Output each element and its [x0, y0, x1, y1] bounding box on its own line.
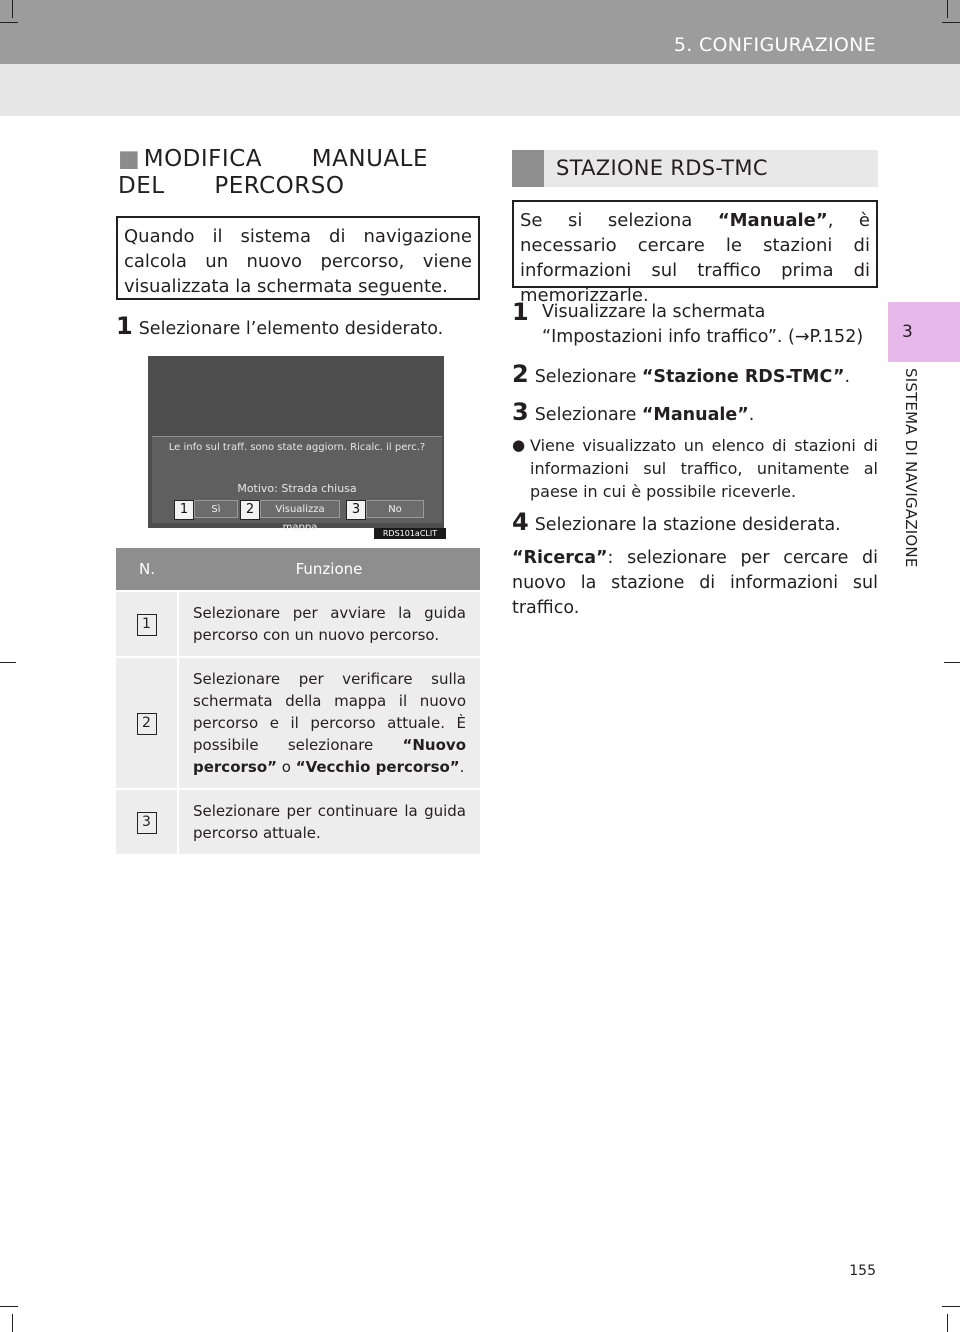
- crop-mark: [944, 662, 960, 663]
- step-number: 1: [512, 298, 529, 326]
- row-number-cell: [116, 789, 178, 854]
- section-heading-bar: [512, 150, 878, 187]
- intro-option: “Manuale”: [717, 210, 828, 231]
- chapter-number: 3: [902, 322, 913, 342]
- row-callout: 2: [137, 713, 157, 735]
- chapter-label-text: SISTEMA DI NAVIGAZIONE: [902, 368, 920, 568]
- step-text: Selezionare l’elemento desiderato.: [138, 319, 444, 339]
- step-number: 4: [512, 508, 529, 536]
- page-number: 155: [849, 1263, 876, 1279]
- intro-box: [512, 200, 878, 306]
- callout-1: 1: [174, 500, 194, 520]
- row-number-cell: [116, 657, 178, 789]
- crop-mark: [0, 1306, 18, 1307]
- step-3: [512, 400, 878, 428]
- step-text: Selezionare: [534, 405, 642, 425]
- col-header-number: N.: [116, 548, 178, 591]
- search-note: [512, 546, 878, 621]
- yes-button[interactable]: Sì: [194, 500, 238, 518]
- table-row: [116, 789, 480, 854]
- callout-3: 3: [346, 500, 366, 520]
- step-number: 1: [116, 312, 133, 340]
- crop-mark: [942, 1306, 960, 1307]
- intro-text: Se si seleziona: [520, 210, 718, 231]
- step-text: Selezionare: [534, 367, 642, 387]
- col-header-function: Funzione: [178, 548, 480, 591]
- step-number: 3: [512, 398, 529, 426]
- row-text: Selezionare per avviare la guida percorso con un nuovo percorso.: [193, 604, 466, 644]
- heading-text: MODIFICA MANUALE DEL PERCORSO: [118, 146, 428, 199]
- option-new-route: “Nuovo percorso”: [193, 736, 466, 776]
- row-number-cell: [116, 591, 178, 657]
- step-number: 2: [512, 360, 529, 388]
- row-text-connector: o: [277, 758, 296, 776]
- row-callout: 1: [137, 614, 157, 636]
- crop-mark: [942, 22, 960, 23]
- row-text: Selezionare per continuare la guida percorso attuale.: [193, 802, 466, 842]
- step-text-end: .: [748, 405, 755, 425]
- step-option: “Stazione RDS-TMC”: [641, 367, 845, 387]
- heading-block: [512, 150, 544, 187]
- step-1: [116, 314, 480, 342]
- screen-reason: Motivo: Strada chiusa: [237, 482, 357, 495]
- image-code: RDS101aCLIT: [374, 528, 446, 539]
- view-map-button[interactable]: Visualizza mappa: [260, 500, 340, 518]
- step-text: Selezionare la stazione desiderata.: [534, 515, 841, 535]
- step-text: Visualizzare la schermata “Impostazioni info traffico”. (→P.152): [542, 302, 864, 347]
- row-callout: 3: [137, 812, 157, 834]
- bullet-text: Viene visualizzato un elenco di stazioni di informazioni sul traffico, unitamente al paese in cui è possibile riceverle.: [530, 436, 878, 501]
- crop-mark: [947, 0, 948, 18]
- step-option: “Manuale”: [641, 405, 749, 425]
- step-2: [512, 362, 878, 390]
- crop-mark: [12, 1314, 13, 1332]
- heading-marker: ■: [118, 146, 140, 172]
- option-old-route: “Vecchio percorso”: [295, 758, 460, 776]
- table-header-row: [116, 548, 480, 591]
- row-description: [178, 657, 480, 789]
- section-heading: [118, 146, 480, 200]
- search-note-text: : selezionare per cercare di nuovo la stazione di informazioni sul traffico.: [512, 548, 878, 618]
- crop-mark: [947, 1314, 948, 1332]
- chapter-label: [896, 368, 920, 608]
- table-row: [116, 591, 480, 657]
- intro-text: Quando il sistema di navigazione calcola un nuovo percorso, viene visualizzata la schermata seguente.: [124, 226, 472, 297]
- row-description: [178, 789, 480, 854]
- step-1: [512, 300, 878, 350]
- section-heading: STAZIONE RDS-TMC: [556, 156, 768, 180]
- crop-mark: [0, 662, 16, 663]
- step-4: [512, 510, 878, 538]
- search-option: “Ricerca”: [512, 548, 608, 568]
- row-text-end: .: [459, 758, 465, 776]
- no-button[interactable]: No: [366, 500, 424, 518]
- intro-text-end: , è necessario cercare le stazioni di informazioni sul traffico prima di memorizzarle.: [520, 210, 870, 306]
- table-row: [116, 657, 480, 789]
- bullet-note: [512, 434, 878, 503]
- function-table: [116, 548, 480, 854]
- bullet-icon: ●: [512, 436, 526, 454]
- screen-message: Le info sul traff. sono state aggiorn. Ricalc. il perc.?: [168, 442, 426, 453]
- chapter-tab: [888, 302, 960, 362]
- intro-box: [116, 216, 480, 300]
- crop-mark: [12, 0, 13, 18]
- step-text-end: .: [844, 367, 851, 387]
- chapter-title: 5. CONFIGURAZIONE: [673, 34, 876, 56]
- crop-mark: [0, 22, 18, 23]
- row-description: [178, 591, 480, 657]
- row-text: Selezionare per verificare sulla schermata della mappa il nuovo percorso e il percorso attuale. È possibile selezionare: [193, 670, 466, 754]
- callout-2: 2: [240, 500, 260, 520]
